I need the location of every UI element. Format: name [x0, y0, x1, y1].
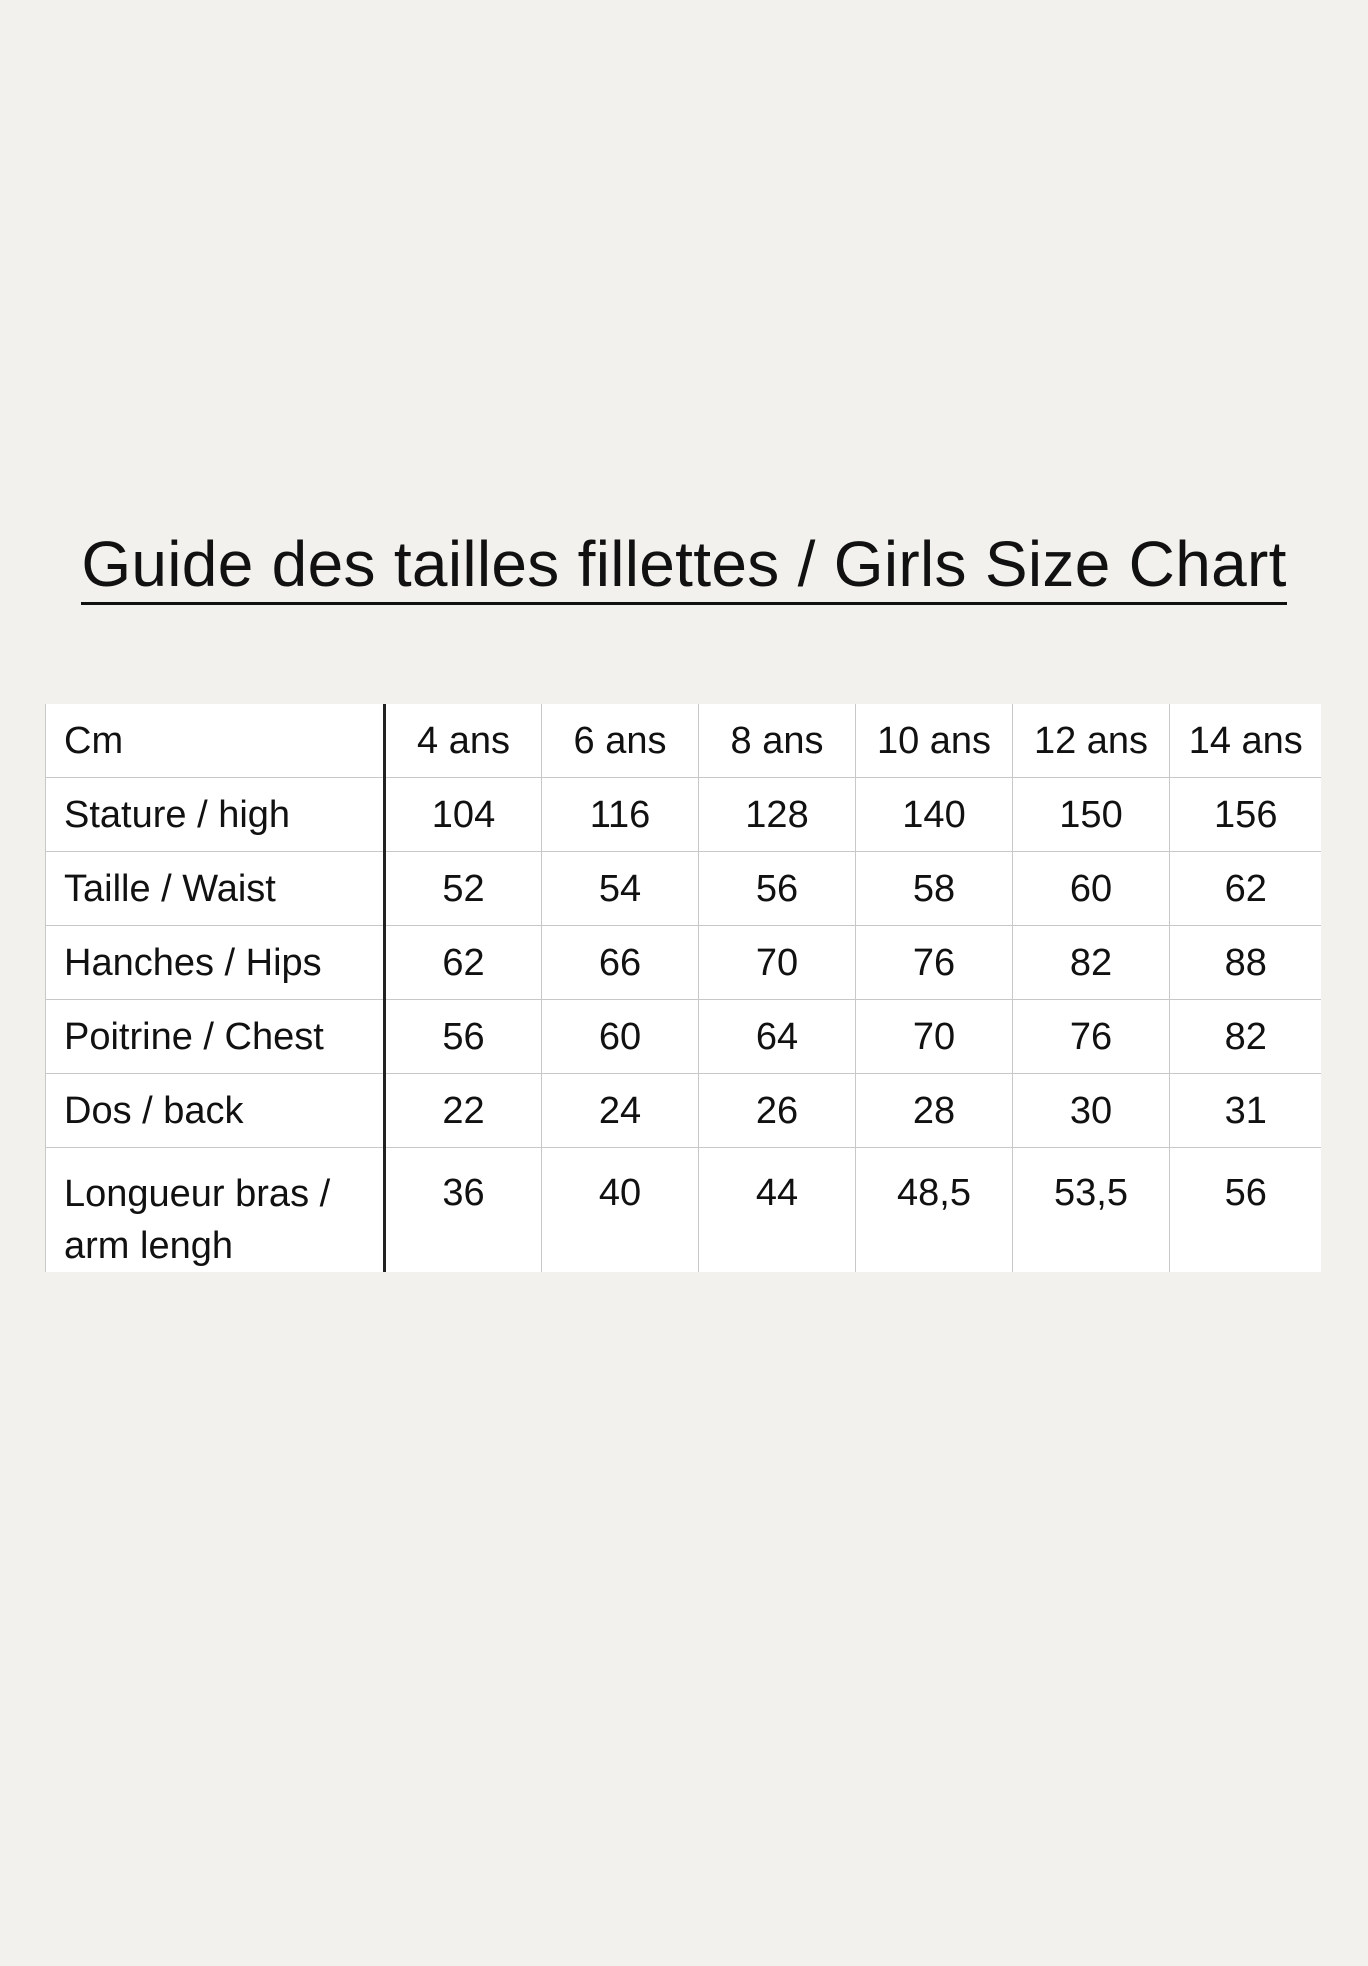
- size-chart-table-container: [45, 704, 1321, 1272]
- table-cell: 30: [1013, 1074, 1170, 1148]
- table-row: [46, 778, 1322, 852]
- table-cell: 62: [385, 926, 542, 1000]
- header-unit-cell: Cm: [46, 704, 385, 778]
- page-title-text: Guide des tailles fillettes / Girls Size Chart: [81, 528, 1286, 605]
- table-row: [46, 1148, 1322, 1273]
- table-cell: 82: [1170, 1000, 1322, 1074]
- table-cell: 28: [856, 1074, 1013, 1148]
- table-cell: 56: [385, 1000, 542, 1074]
- table-row: [46, 852, 1322, 926]
- header-cell: 14 ans: [1170, 704, 1322, 778]
- table-cell: 128: [699, 778, 856, 852]
- table-cell: 76: [1013, 1000, 1170, 1074]
- table-cell: 24: [542, 1074, 699, 1148]
- table-cell: 62: [1170, 852, 1322, 926]
- table-cell: 40: [542, 1148, 699, 1273]
- row-label: Stature / high: [46, 778, 385, 852]
- table-cell: 56: [699, 852, 856, 926]
- header-cell: 8 ans: [699, 704, 856, 778]
- table-cell: 60: [1013, 852, 1170, 926]
- table-cell: 22: [385, 1074, 542, 1148]
- row-label: Taille / Waist: [46, 852, 385, 926]
- table-cell: 156: [1170, 778, 1322, 852]
- header-cell: 10 ans: [856, 704, 1013, 778]
- table-cell: 88: [1170, 926, 1322, 1000]
- table-cell: 104: [385, 778, 542, 852]
- table-cell: 26: [699, 1074, 856, 1148]
- table-cell: 53,5: [1013, 1148, 1170, 1273]
- table-cell: 70: [699, 926, 856, 1000]
- table-cell: 54: [542, 852, 699, 926]
- row-label: Dos / back: [46, 1074, 385, 1148]
- table-cell: 76: [856, 926, 1013, 1000]
- table-cell: 116: [542, 778, 699, 852]
- table-cell: 60: [542, 1000, 699, 1074]
- row-label: Poitrine / Chest: [46, 1000, 385, 1074]
- header-cell: 12 ans: [1013, 704, 1170, 778]
- row-label: Hanches / Hips: [46, 926, 385, 1000]
- table-cell: 70: [856, 1000, 1013, 1074]
- header-cell: 6 ans: [542, 704, 699, 778]
- table-cell: 140: [856, 778, 1013, 852]
- table-row: [46, 926, 1322, 1000]
- table-row: [46, 1000, 1322, 1074]
- table-row: [46, 1074, 1322, 1148]
- header-cell: 4 ans: [385, 704, 542, 778]
- row-label: Longueur bras / arm lengh: [46, 1148, 385, 1273]
- size-chart-table: [45, 704, 1321, 1272]
- table-cell: 36: [385, 1148, 542, 1273]
- table-header-row: [46, 704, 1322, 778]
- table-cell: 31: [1170, 1074, 1322, 1148]
- table-cell: 44: [699, 1148, 856, 1273]
- table-cell: 64: [699, 1000, 856, 1074]
- table-cell: 48,5: [856, 1148, 1013, 1273]
- table-cell: 52: [385, 852, 542, 926]
- table-cell: 66: [542, 926, 699, 1000]
- table-cell: 56: [1170, 1148, 1322, 1273]
- page-title: [0, 520, 1368, 608]
- table-cell: 150: [1013, 778, 1170, 852]
- table-cell: 58: [856, 852, 1013, 926]
- table-cell: 82: [1013, 926, 1170, 1000]
